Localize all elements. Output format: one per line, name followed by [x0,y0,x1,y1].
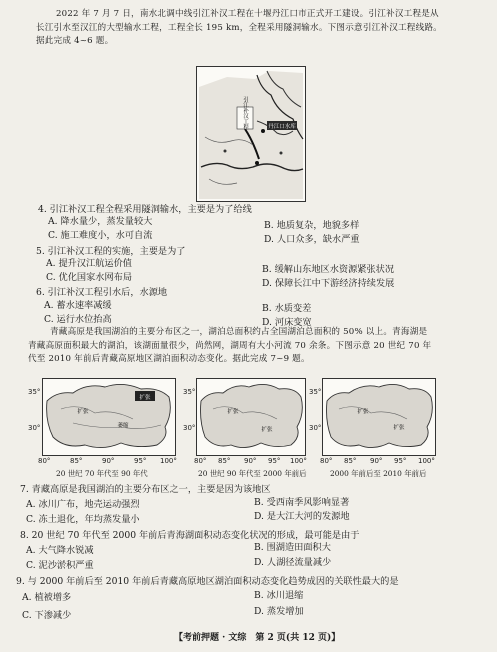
question-6-option-c[interactable]: C. 运行水位抬高 [44,314,112,325]
intro2-line-3: 代至 2010 年前后青藏高原地区湖泊面积动态变化。据此完成 7~9 题。 [28,354,310,364]
lon-label-95-b: 95° [268,457,281,465]
lon-label-95-a: 95° [134,457,147,465]
question-7-option-a[interactable]: A. 冰川广布，地壳运动强烈 [26,499,140,510]
lon-label-85-a: 85° [70,457,83,465]
lake-map-3-caption: 2000 年前后至 2010 年前后 [330,469,427,478]
lake-map-1 [42,378,176,456]
question-7-stem: 7. 青藏高原是我国湖泊的主要分布区之一，主要是因为该地区 [20,484,271,495]
lake-map-2 [196,378,306,456]
lake-map-2-expand: 扩张 [227,409,239,415]
lon-label-90-c: 90° [370,457,383,465]
lat-label-35-b: 35° [183,388,196,396]
question-9-option-c[interactable]: C. 下渗减少 [22,610,72,621]
question-6-option-b[interactable]: B. 水质变差 [262,303,312,314]
question-7-option-b[interactable]: B. 受西南季风影响显著 [254,497,350,508]
question-4-stem: 4. 引江补汉工程全程采用隧洞输水，主要是为了给线 [38,204,252,215]
lake-map-2-expand-2: 扩张 [261,427,273,433]
route-map-label-b: 丹江口水库 [268,124,296,130]
question-9-option-d[interactable]: D. 蒸发增加 [254,606,304,617]
question-4-option-c[interactable]: C. 施工难度小，水可自流 [48,230,153,241]
lon-label-90-a: 90° [102,457,115,465]
lon-label-80-a: 80° [38,457,51,465]
lat-label-35-a: 35° [28,388,41,396]
intro-paragraph-2 [28,326,480,367]
question-9-option-a[interactable]: A. 植被增多 [22,592,72,603]
intro2-line-1: 青藏高原是我国湖泊的主要分布区之一，湖泊总面积约占全国湖泊总面积的 50% 以上。青海湖是 [50,327,428,337]
intro2-line-2: 青藏高原面积最大的湖泊，该湖面量很少，尚然网，湖周有大小河流 70 余条。下图示意 20 世纪 70 年 [28,340,432,351]
question-6-stem: 6. 引江补汉工程引水后，水源地 [36,287,168,298]
lon-label-95-c: 95° [394,457,407,465]
question-7-option-d[interactable]: D. 是大江大河的发源地 [254,511,350,522]
question-9-stem: 9. 与 2000 年前后至 2010 年前后青藏高原地区湖泊面积动态变化趋势成因的关联性最大的是 [16,576,399,587]
question-8-option-c[interactable]: C. 泥沙淤积严重 [26,560,94,571]
lake-map-1-shrink: 萎缩 [117,423,129,429]
question-5-option-b[interactable]: B. 缓解山东地区水资源紧张状况 [262,264,395,275]
lat-label-30-c: 30° [309,424,322,432]
route-map [196,66,306,202]
lake-map-3-expand-2: 扩张 [393,425,405,431]
question-5-option-a[interactable]: A. 提升汉江航运价值 [46,258,132,269]
intro-line-2: 长江引水至汉江的大型输水工程，工程全长 195 km，全程采用隧洞输水。下图示意引江补汉工程线路。 [36,22,442,33]
question-5-option-d[interactable]: D. 保障长江中下游经济持续发展 [262,278,395,289]
question-4-option-b[interactable]: B. 地质复杂，地貌多样 [264,220,360,231]
lon-label-100-c: 100° [418,457,435,465]
question-8-option-b[interactable]: B. 围湖造田面积大 [254,542,331,553]
question-9-option-b[interactable]: B. 冰川退缩 [254,590,304,601]
lon-label-100-b: 100° [290,457,307,465]
lon-label-85-b: 85° [218,457,231,465]
intro-line-1: 2022 年 7 月 7 日，南水北调中线引江补汉工程在十堰丹江口市正式开工建设。引江补汉工程是从 [56,9,439,19]
question-8-stem: 8. 20 世纪 70 年代至 2000 年前后青海湖面积动态变化状况的形成，最可能是由于 [20,530,360,541]
intro-paragraph [36,8,476,49]
route-map-graphic [197,67,305,201]
question-4-option-d[interactable]: D. 人口众多，缺水严重 [264,234,360,245]
question-8-option-a[interactable]: A. 大气降水锐减 [26,545,94,556]
lake-map-1-expand: 扩张 [139,395,151,401]
question-8-option-d[interactable]: D. 人湖径流量减少 [254,557,332,568]
lon-label-90-b: 90° [244,457,257,465]
lon-label-85-c: 85° [344,457,357,465]
question-6-option-d[interactable]: D. 河床变宽 [262,317,312,328]
page-footer: 【考前押题 · 文综 第 2 页(共 12 页)】 [174,633,341,643]
lon-label-80-c: 80° [320,457,333,465]
question-4-option-a[interactable]: A. 降水量少，蒸发量较大 [48,216,153,227]
intro-line-3: 据此完成 4~6 题。 [36,36,114,46]
lon-label-100-a: 100° [160,457,177,465]
lat-label-30-b: 30° [183,424,196,432]
lon-label-80-b: 80° [194,457,207,465]
lake-map-3 [322,378,436,456]
lake-map-1-expand-2: 扩张 [77,409,89,415]
question-5-option-c[interactable]: C. 优化国家水网布局 [46,272,133,283]
lake-map-3-expand: 扩张 [357,409,369,415]
question-5-stem: 5. 引江补汉工程的实施，主要是为了 [36,246,186,257]
question-7-option-c[interactable]: C. 冻土退化，年均蒸发量小 [26,514,140,525]
lat-label-35-c: 35° [309,388,322,396]
lat-label-30-a: 30° [28,424,41,432]
route-map-label-a: 引江补汉工程 [242,96,248,130]
lake-map-1-caption: 20 世纪 70 年代至 90 年代 [56,469,148,478]
question-6-option-a[interactable]: A. 蓄水速率减缓 [44,300,112,311]
lake-map-2-caption: 20 世纪 90 年代至 2000 年前后 [198,469,307,478]
